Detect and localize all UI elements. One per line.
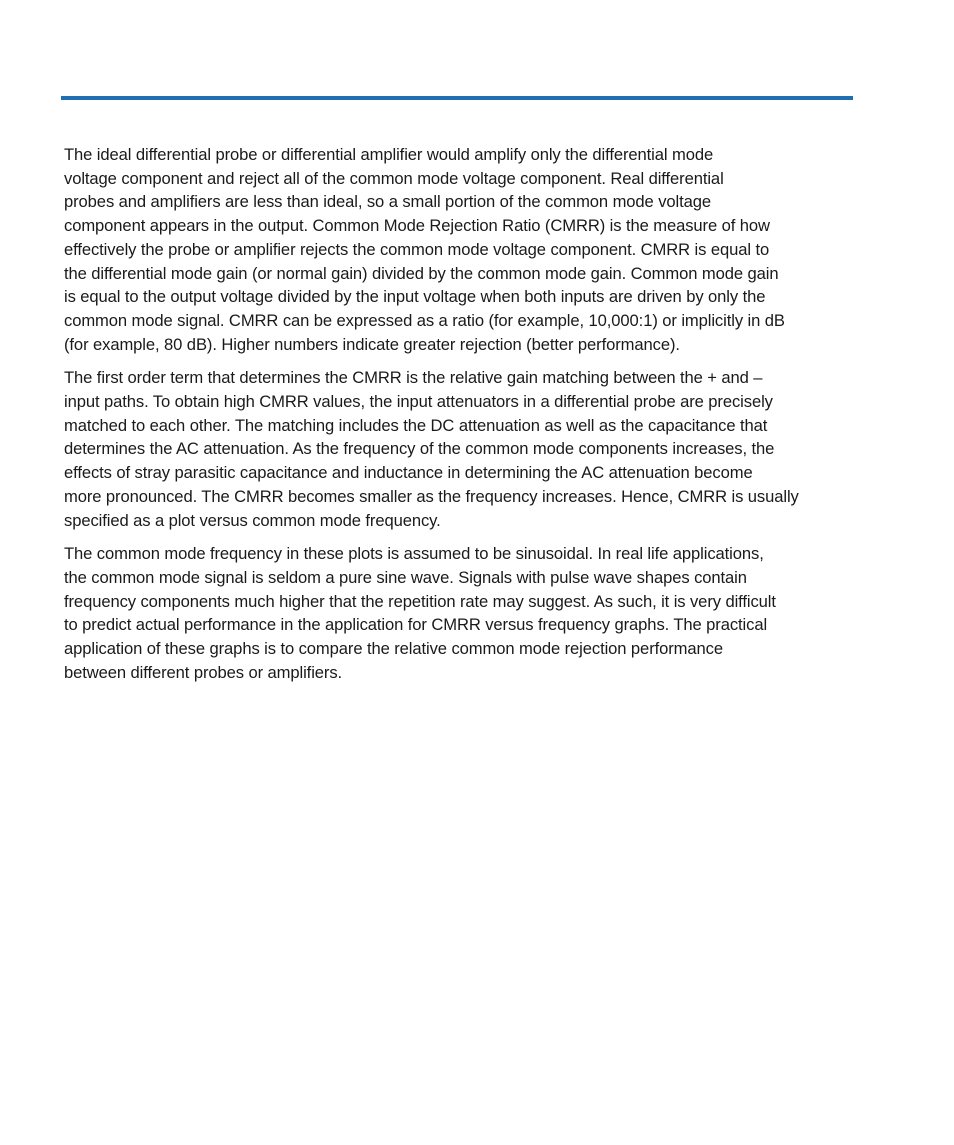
text-line: the differential mode gain (or normal gain) divided by the common mode gain. Common mode gain	[64, 263, 779, 283]
text-line: frequency components much higher that the repetition rate may suggest. As such, it is very difficult	[64, 591, 776, 611]
text-line: voltage component and reject all of the common mode voltage component. Real differential	[64, 168, 724, 188]
header-rule	[61, 96, 853, 100]
paragraph-cmrr-definition	[64, 143, 854, 356]
text-line: The ideal differential probe or differential amplifier would amplify only the differential mode	[64, 145, 714, 164]
text-line: The first order term that determines the CMRR is the relative gain matching between the + and –	[64, 368, 763, 388]
text-line: between different probes or amplifiers.	[64, 662, 343, 682]
text-line: (for example, 80 dB). Higher numbers indicate greater rejection (better performance).	[64, 334, 680, 354]
text-line: is equal to the output voltage divided by the input voltage when both inputs are driven by only the	[64, 287, 766, 307]
text-line: effects of stray parasitic capacitance and inductance in determining the AC attenuation become	[64, 463, 753, 483]
text-line: application of these graphs is to compare the relative common mode rejection performance	[64, 639, 723, 659]
paragraph-common-mode-frequency	[64, 542, 854, 684]
document-body	[64, 143, 854, 694]
text-line: The common mode frequency in these plots is assumed to be sinusoidal. In real life applications,	[64, 544, 764, 564]
text-line: effectively the probe or amplifier rejects the common mode voltage component. CMRR is equal to	[64, 239, 770, 259]
text-line: more pronounced. The CMRR becomes smaller as the frequency increases. Hence, CMRR is usually	[64, 486, 799, 506]
text-line: probes and amplifiers are less than ideal, so a small portion of the common mode voltage	[64, 192, 712, 212]
text-line: matched to each other. The matching includes the DC attenuation as well as the capacitance that	[64, 415, 768, 435]
text-line: specified as a plot versus common mode frequency.	[64, 510, 441, 530]
paragraph-gain-matching	[64, 366, 854, 532]
text-line: component appears in the output. Common Mode Rejection Ratio (CMRR) is the measure of how	[64, 216, 770, 236]
text-line: the common mode signal is seldom a pure sine wave. Signals with pulse wave shapes contain	[64, 567, 747, 587]
text-line: to predict actual performance in the application for CMRR versus frequency graphs. The practical	[64, 615, 768, 635]
text-line: common mode signal. CMRR can be expressed as a ratio (for example, 10,000:1) or implicitly in dB	[64, 310, 785, 330]
text-line: input paths. To obtain high CMRR values, the input attenuators in a differential probe are precisely	[64, 392, 773, 412]
text-line: determines the AC attenuation. As the frequency of the common mode components increases, the	[64, 439, 775, 459]
